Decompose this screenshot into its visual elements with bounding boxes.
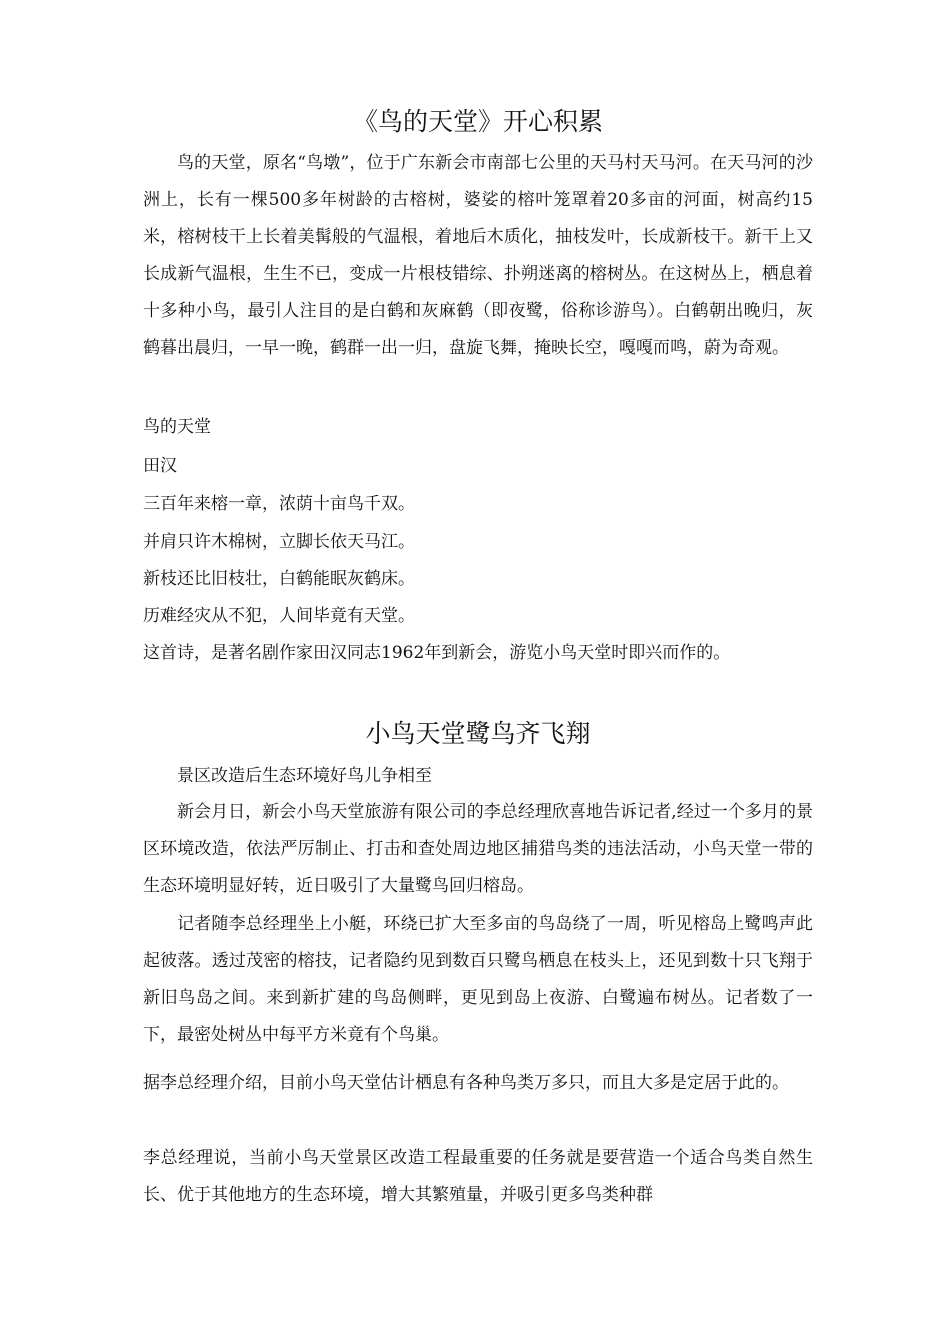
poem-line-1: 三百年来榕一章，浓荫十亩鸟千双。	[143, 494, 415, 514]
section2-paragraph-2: 记者随李总经理坐上小艇，环绕已扩大至多亩的鸟岛绕了一周，听见榕岛上鹭鸣声此起彼落。透过茂密的榕技，记者隐约见到数百只鹭鸟栖息在枝头上，还见到数十只飞翔于新旧鸟岛之间。来到新扩建的鸟岛侧畔，更见到岛上夜游、白鹭遍布树丛。记者数了一下，最密处树丛中每平方米竟有个鸟巢。	[143, 914, 813, 1045]
section2-paragraph-1: 新会月日，新会小鸟天堂旅游有限公司的李总经理欣喜地告诉记者,经过一个多月的景区环境改造，依法严厉制止、打击和查处周边地区捕猎鸟类的违法活动，小鸟天堂一带的生态环境明显好转，近日吸引了大量鹭鸟回归榕岛。	[143, 802, 813, 896]
poem-line-2: 并肩只许木棉树，立脚长依天马江。	[143, 532, 415, 552]
section2-subtitle: 景区改造后生态环境好鸟儿争相至	[177, 766, 432, 786]
poem-author: 田汉	[143, 456, 177, 476]
section2-title: 小鸟天堂鹭鸟齐飞翔	[365, 719, 591, 748]
section1-intro-paragraph: 鸟的天堂，原名“鸟墩”，位于广东新会市南部七公里的天马村天马河。在天马河的沙洲上，长有一棵500多年树龄的古榕树，婆娑的榕叶笼罩着20多亩的河面，树高约15米，榕树枝干上长着美髯般的气温根，着地后木质化，抽枝发叶，长成新枝干。新干上又长成新气温根，生生不已，变成一片根枝错综、扑朔迷离的榕树丛。在这树丛上，栖息着十多种小鸟，最引人注目的是白鹤和灰麻鹤（即夜鹭，俗称诊游鸟）。白鹤朝出晚归，灰鹤暮出晨归，一早一晚，鹤群一出一归，盘旋飞舞，掩映长空，嘎嘎而鸣，蔚为奇观。	[143, 153, 813, 358]
section2-paragraph-3: 据李总经理介绍，目前小鸟天堂估计栖息有各种鸟类万多只，而且大多是定居于此的。	[143, 1073, 789, 1093]
section1-title: 《鸟的天堂》开心积累	[352, 107, 603, 136]
poem-title: 鸟的天堂	[143, 417, 211, 437]
poem-line-3: 新枝还比旧枝壮，白鹤能眠灰鹤床。	[143, 569, 415, 589]
section2-paragraph-4: 李总经理说，当前小鸟天堂景区改造工程最重要的任务就是要营造一个适合鸟类自然生长、优于其他地方的生态环境，增大其繁殖量，并吸引更多鸟类种群	[143, 1148, 813, 1205]
poem-note: 这首诗，是著名剧作家田汉同志1962年到新会，游览小鸟天堂时即兴而作的。	[143, 643, 731, 663]
poem-line-4: 历难经灾从不犯，人间毕竟有天堂。	[143, 606, 415, 626]
